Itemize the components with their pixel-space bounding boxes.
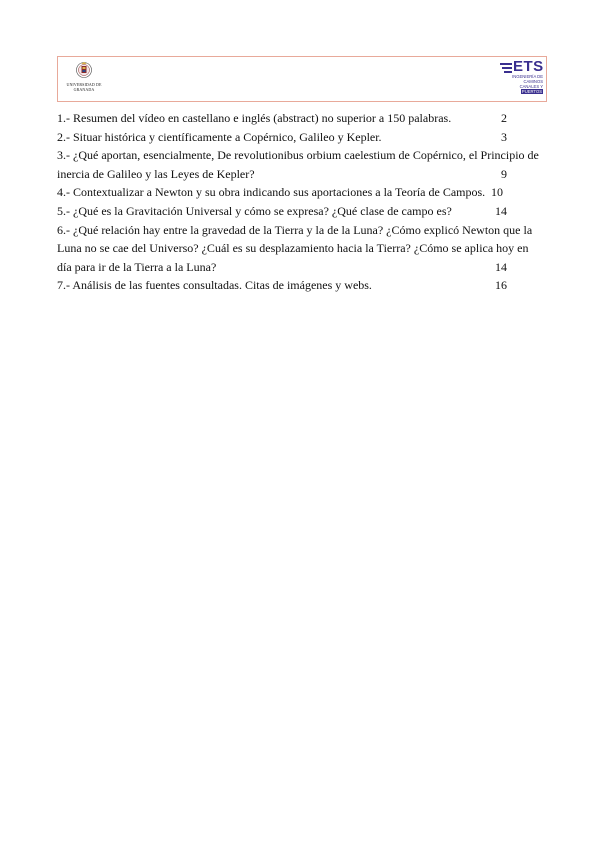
toc-item-3[interactable]: [57, 146, 547, 183]
ets-line-1: INGENIERÍA DE: [512, 74, 543, 79]
toc-item-page: 14: [495, 259, 507, 274]
toc-item-text: 1.- Resumen del vídeo en castellano e inglés (abstract) no superior a 150 palabras.: [57, 111, 452, 125]
toc-item-page: 16: [495, 278, 507, 293]
toc-item-text: 2.- Situar histórica y científicamente a Copérnico, Galileo y Kepler.: [57, 129, 382, 144]
ets-stripes-icon: [500, 62, 512, 76]
toc-item-7[interactable]: [57, 276, 547, 295]
toc-item-1[interactable]: [57, 109, 547, 128]
toc-item-page: 2: [501, 111, 507, 125]
ets-line-3: CANALES Y: [519, 83, 543, 89]
ets-logo: [499, 59, 543, 100]
toc-item-page: 9: [501, 166, 507, 181]
toc-item-text: 3.- ¿Qué aportan, esencialmente, De revolutionibus orbium caelestium de Copérnico, el Principio de inercia de Galileo y las Leyes de Kepler?: [57, 148, 539, 181]
toc-item-4[interactable]: [57, 183, 547, 202]
ets-line-4: PUERTOS: [521, 88, 542, 94]
toc-item-text: 4.- Contextualizar a Newton y su obra indicando sus aportaciones a la Teoría de Campos.: [57, 185, 486, 200]
toc-item-5[interactable]: [57, 202, 547, 221]
ets-title: ETS: [513, 58, 544, 75]
page-header: [57, 56, 547, 102]
toc-item-page: 10: [491, 185, 503, 200]
toc-item-page: 3: [501, 129, 507, 144]
university-logo: [64, 61, 104, 99]
university-name: UNIVERSIDAD DE GRANADA: [66, 82, 102, 92]
toc-item-2[interactable]: [57, 128, 547, 147]
ets-subtitle: [505, 75, 543, 95]
toc-item-text: 6.- ¿Qué relación hay entre la gravedad de la Tierra y la de la Luna? ¿Cómo explicó Newton que la Luna no se cae del Universo? ¿Cuál es su desplazamiento hacia la Tierra? ¿Cómo se aplica hoy en día para ir de la Tierra a la Luna?: [57, 222, 533, 274]
toc-item-6[interactable]: [57, 221, 547, 277]
ets-line-2: CAMINOS: [523, 78, 543, 84]
table-of-contents: [57, 109, 547, 295]
university-seal-icon: [76, 61, 92, 79]
toc-item-page: 14: [495, 203, 507, 218]
toc-item-text: 5.- ¿Qué es la Gravitación Universal y cómo se expresa? ¿Qué clase de campo es?: [57, 203, 452, 218]
toc-item-text: 7.- Análisis de las fuentes consultadas. Citas de imágenes y webs.: [57, 278, 372, 293]
